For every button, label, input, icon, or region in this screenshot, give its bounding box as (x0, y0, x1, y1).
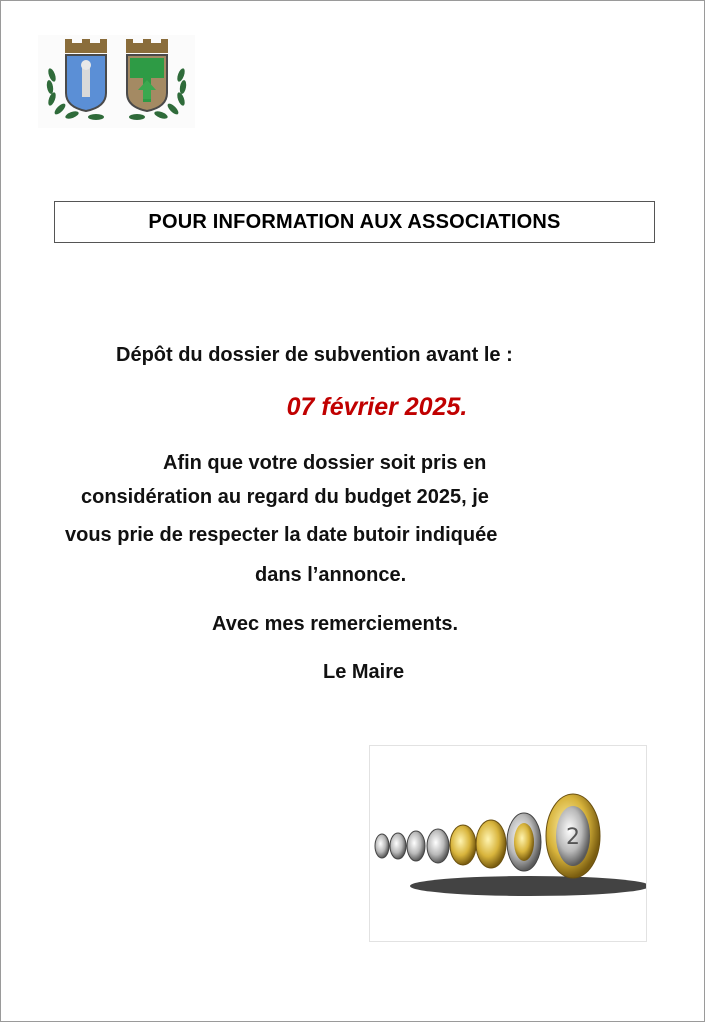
svg-text:2: 2 (566, 825, 580, 850)
body-line-3: vous prie de respecter la date butoir indiquée (65, 524, 498, 546)
body-line-4: dans l’annonce. (255, 564, 407, 586)
deposit-line: Dépôt du dossier de subvention avant le : (116, 344, 513, 366)
body-line-2: considération au regard du budget 2025, je (81, 486, 489, 508)
euro-coins-image (369, 745, 647, 942)
deadline-date: 07 février 2025. (286, 393, 468, 421)
notice-title: POUR INFORMATION AUX ASSOCIATIONS (54, 201, 655, 243)
body-line-1: Afin que votre dossier soit pris en (163, 452, 487, 474)
municipal-coats-of-arms-logo (38, 35, 195, 128)
thanks-line: Avec mes remerciements. (212, 613, 459, 635)
signature: Le Maire (323, 661, 405, 683)
